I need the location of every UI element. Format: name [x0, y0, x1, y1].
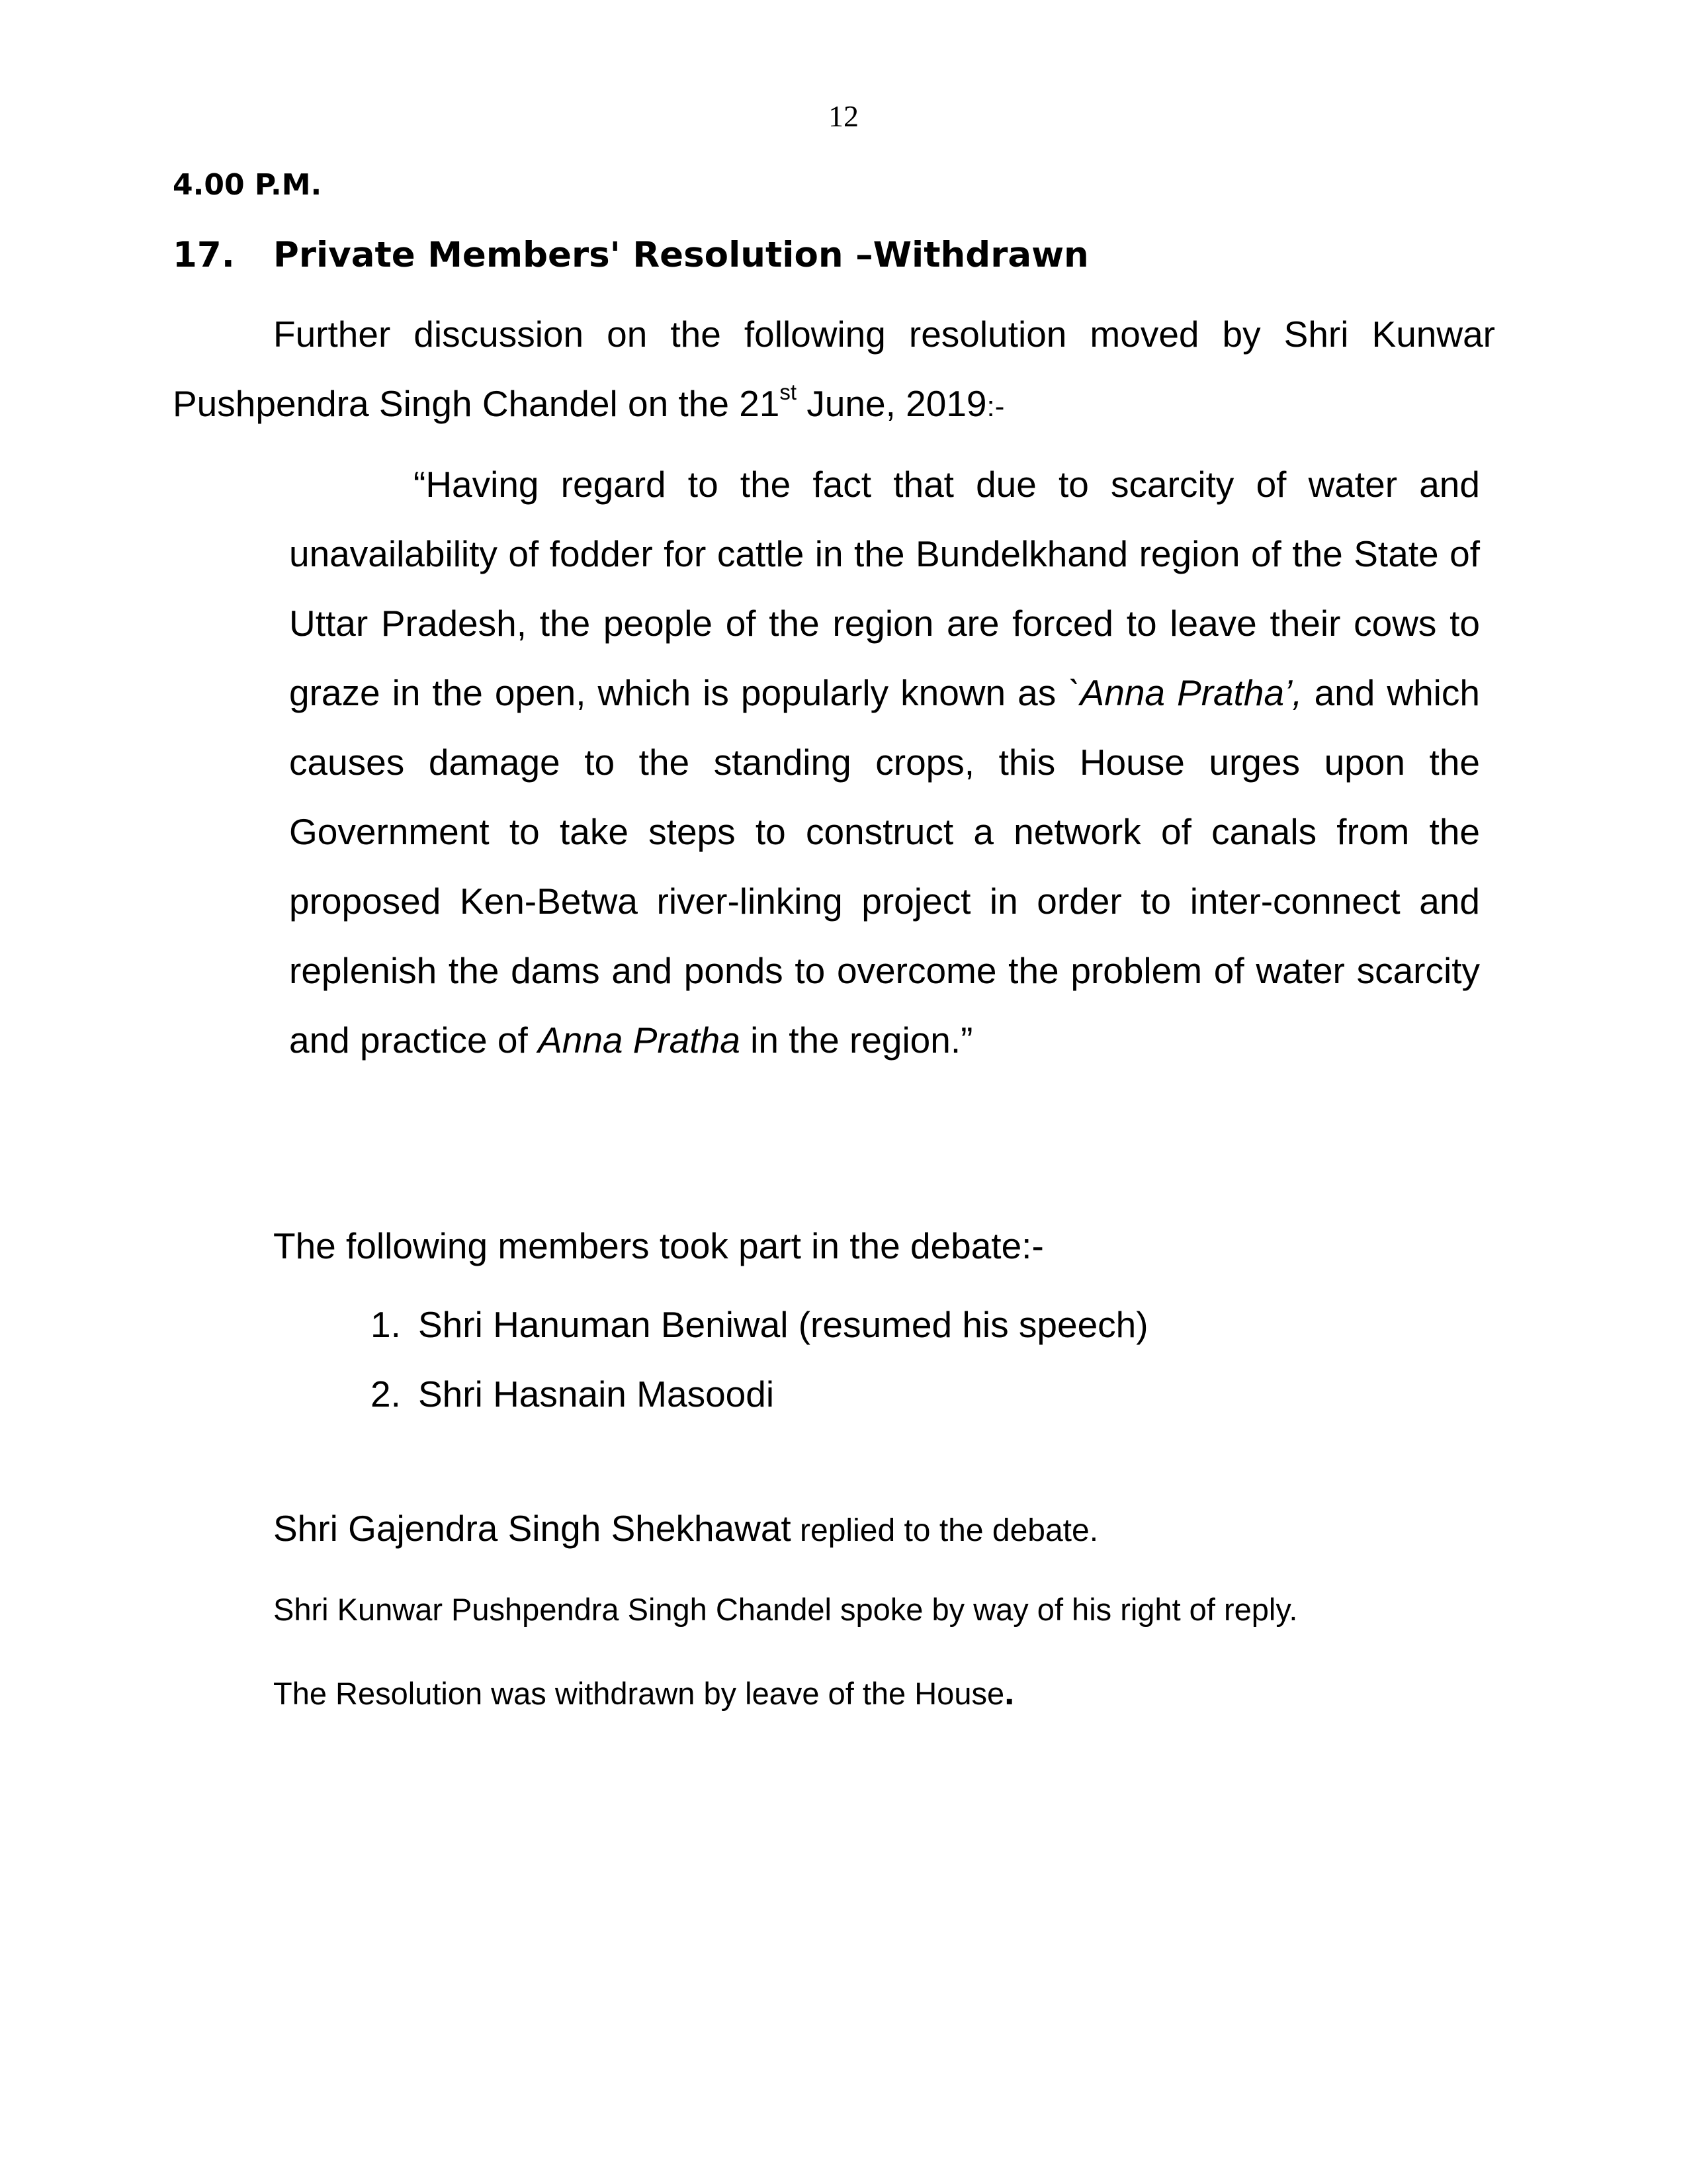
resolution-italic-2: Anna Pratha [538, 1020, 740, 1061]
withdrawn-dot: . [1004, 1671, 1015, 1712]
intro-trailing: :- [986, 390, 1005, 423]
item-title: Private Members' Resolution –Withdrawn [273, 235, 1089, 275]
list-item [370, 1290, 1148, 1360]
resolution-italic-1: `Anna Pratha’, [1068, 672, 1303, 713]
date-superscript: st [779, 379, 797, 404]
time-heading: 4.00 P.M. [173, 168, 322, 202]
replier-name: Shri Gajendra Singh Shekhawat [273, 1508, 791, 1549]
item-number: 17. [173, 235, 235, 275]
debate-intro: The following members took part in the debate:- [273, 1225, 1044, 1266]
resolution-part-2: and which causes damage to the standing crops, this House urges upon the Government to take steps to construct a network of canals from the proposed Ken-Betwa river-linking project in order to inter-connect and replenish the dams and ponds to overcome the problem of water scarcity and practice of [289, 672, 1480, 1061]
list-item-number: 2. [370, 1374, 401, 1415]
resolution-part-3: in the region.” [740, 1020, 973, 1061]
withdrawn-text: The Resolution was withdrawn by leave of the House [273, 1676, 1005, 1711]
list-item-number: 1. [370, 1304, 401, 1345]
withdrawn-line [273, 1669, 1014, 1717]
item-heading [173, 232, 1089, 279]
reply-line [273, 1502, 1098, 1565]
reply-text: replied to the debate. [791, 1513, 1099, 1548]
list-item-name: Shri Hasnain Masoodi [418, 1374, 775, 1415]
resolution-part-1: “Having regard to the fact that due to scarcity of water and unavailability of fodder for cattle in the Bundelkhand region of the State of Uttar Pradesh, the people of the region are forced to leave their cows to graze in the open, which is popularly known as [289, 464, 1480, 713]
list-item [370, 1360, 1148, 1429]
intro-paragraph [173, 300, 1495, 441]
member-list [370, 1290, 1148, 1429]
list-item-name: Shri Hanuman Beniwal (resumed his speech) [418, 1304, 1148, 1345]
page-number: 12 [828, 99, 859, 133]
resolution-quote [289, 450, 1480, 1075]
intro-text: Further discussion on the following resolution moved by Shri Kunwar Pushpendra Singh Chandel on the 21 [173, 314, 1495, 424]
right-of-reply-line: Shri Kunwar Pushpendra Singh Chandel spoke by way of his right of reply. [273, 1592, 1298, 1627]
intro-date-text: June, 2019 [797, 383, 987, 424]
